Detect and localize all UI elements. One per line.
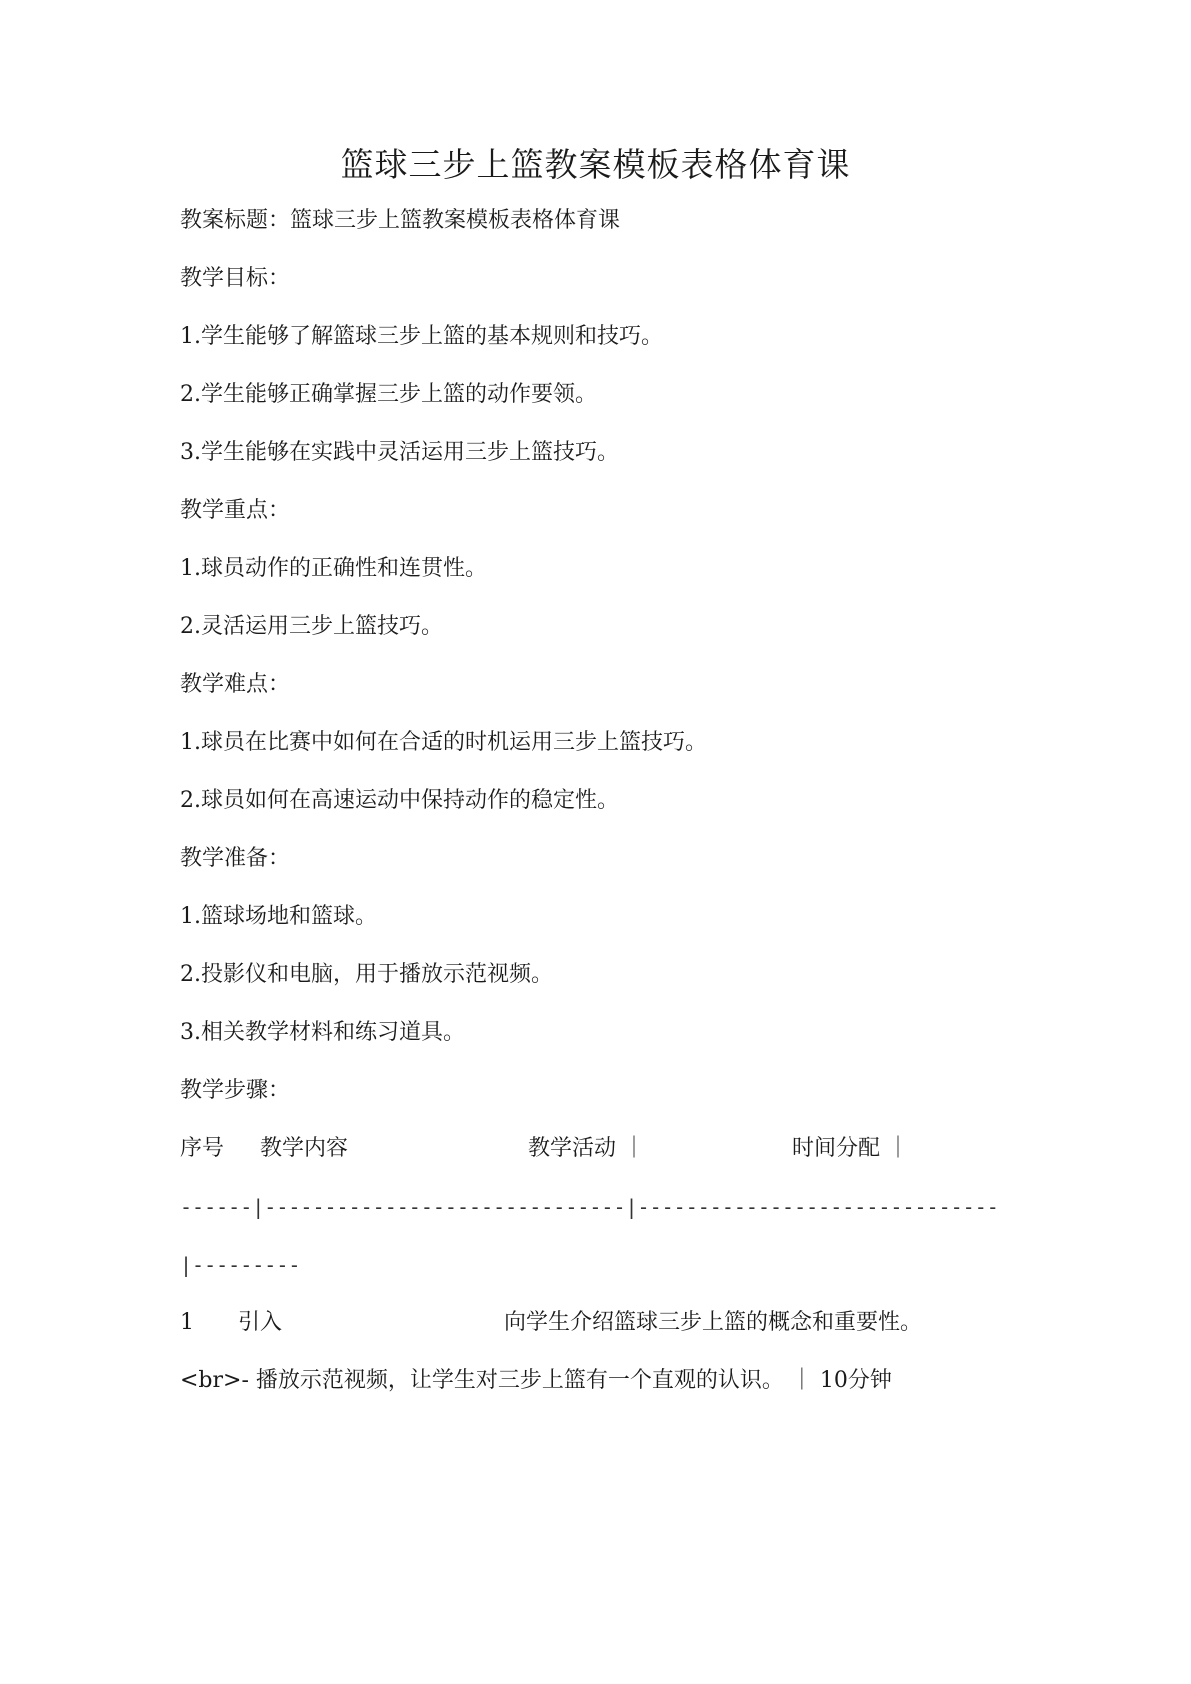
objective-item-3: 3.学生能够在实践中灵活运用三步上篮技巧。 [180,440,619,465]
key-point-item-2: 2.灵活运用三步上篮技巧。 [180,614,443,639]
preparation-item-1: 1.篮球场地和篮球。 [180,904,377,929]
table-separator-line-2: |--------- [180,1253,301,1277]
section-heading-difficulties: 教学难点： [180,672,291,697]
table-header-content: 教学内容 [260,1136,349,1161]
preparation-item-2: 2.投影仪和电脑，用于播放示范视频。 [180,962,553,987]
table-row-1-content: 引入 [238,1310,283,1335]
key-point-item-1: 1.球员动作的正确性和连贯性。 [180,556,487,581]
table-header-activity: 教学活动 ｜ [528,1136,645,1161]
table-row-1-continuation: <br>- 播放示范视频，让学生对三步上篮有一个直观的认识。 ｜ 10分钟 [180,1368,892,1393]
difficulty-item-2: 2.球员如何在高速运动中保持动作的稳定性。 [180,788,619,813]
objective-item-1: 1.学生能够了解篮球三步上篮的基本规则和技巧。 [180,324,663,349]
section-heading-steps: 教学步骤： [180,1078,291,1103]
document-title: 篮球三步上篮教案模板表格体育课 [340,145,851,184]
table-header-time: 时间分配 ｜ [792,1136,909,1161]
lesson-title-line: 教案标题：篮球三步上篮教案模板表格体育课 [180,208,621,233]
preparation-item-3: 3.相关教学材料和练习道具。 [180,1020,465,1045]
table-row-1-activity: 向学生介绍篮球三步上篮的概念和重要性。 [504,1310,923,1335]
table-row-1-number: 1 [180,1310,194,1335]
table-separator-line-1: ------|------------------------------|------------------------------ [180,1195,999,1219]
difficulty-item-1: 1.球员在比赛中如何在合适的时机运用三步上篮技巧。 [180,730,707,755]
section-heading-key-points: 教学重点： [180,498,291,523]
objective-item-2: 2.学生能够正确掌握三步上篮的动作要领。 [180,382,597,407]
section-heading-preparation: 教学准备： [180,846,291,871]
table-header-number: 序号 [180,1136,225,1161]
section-heading-objectives: 教学目标： [180,266,291,291]
